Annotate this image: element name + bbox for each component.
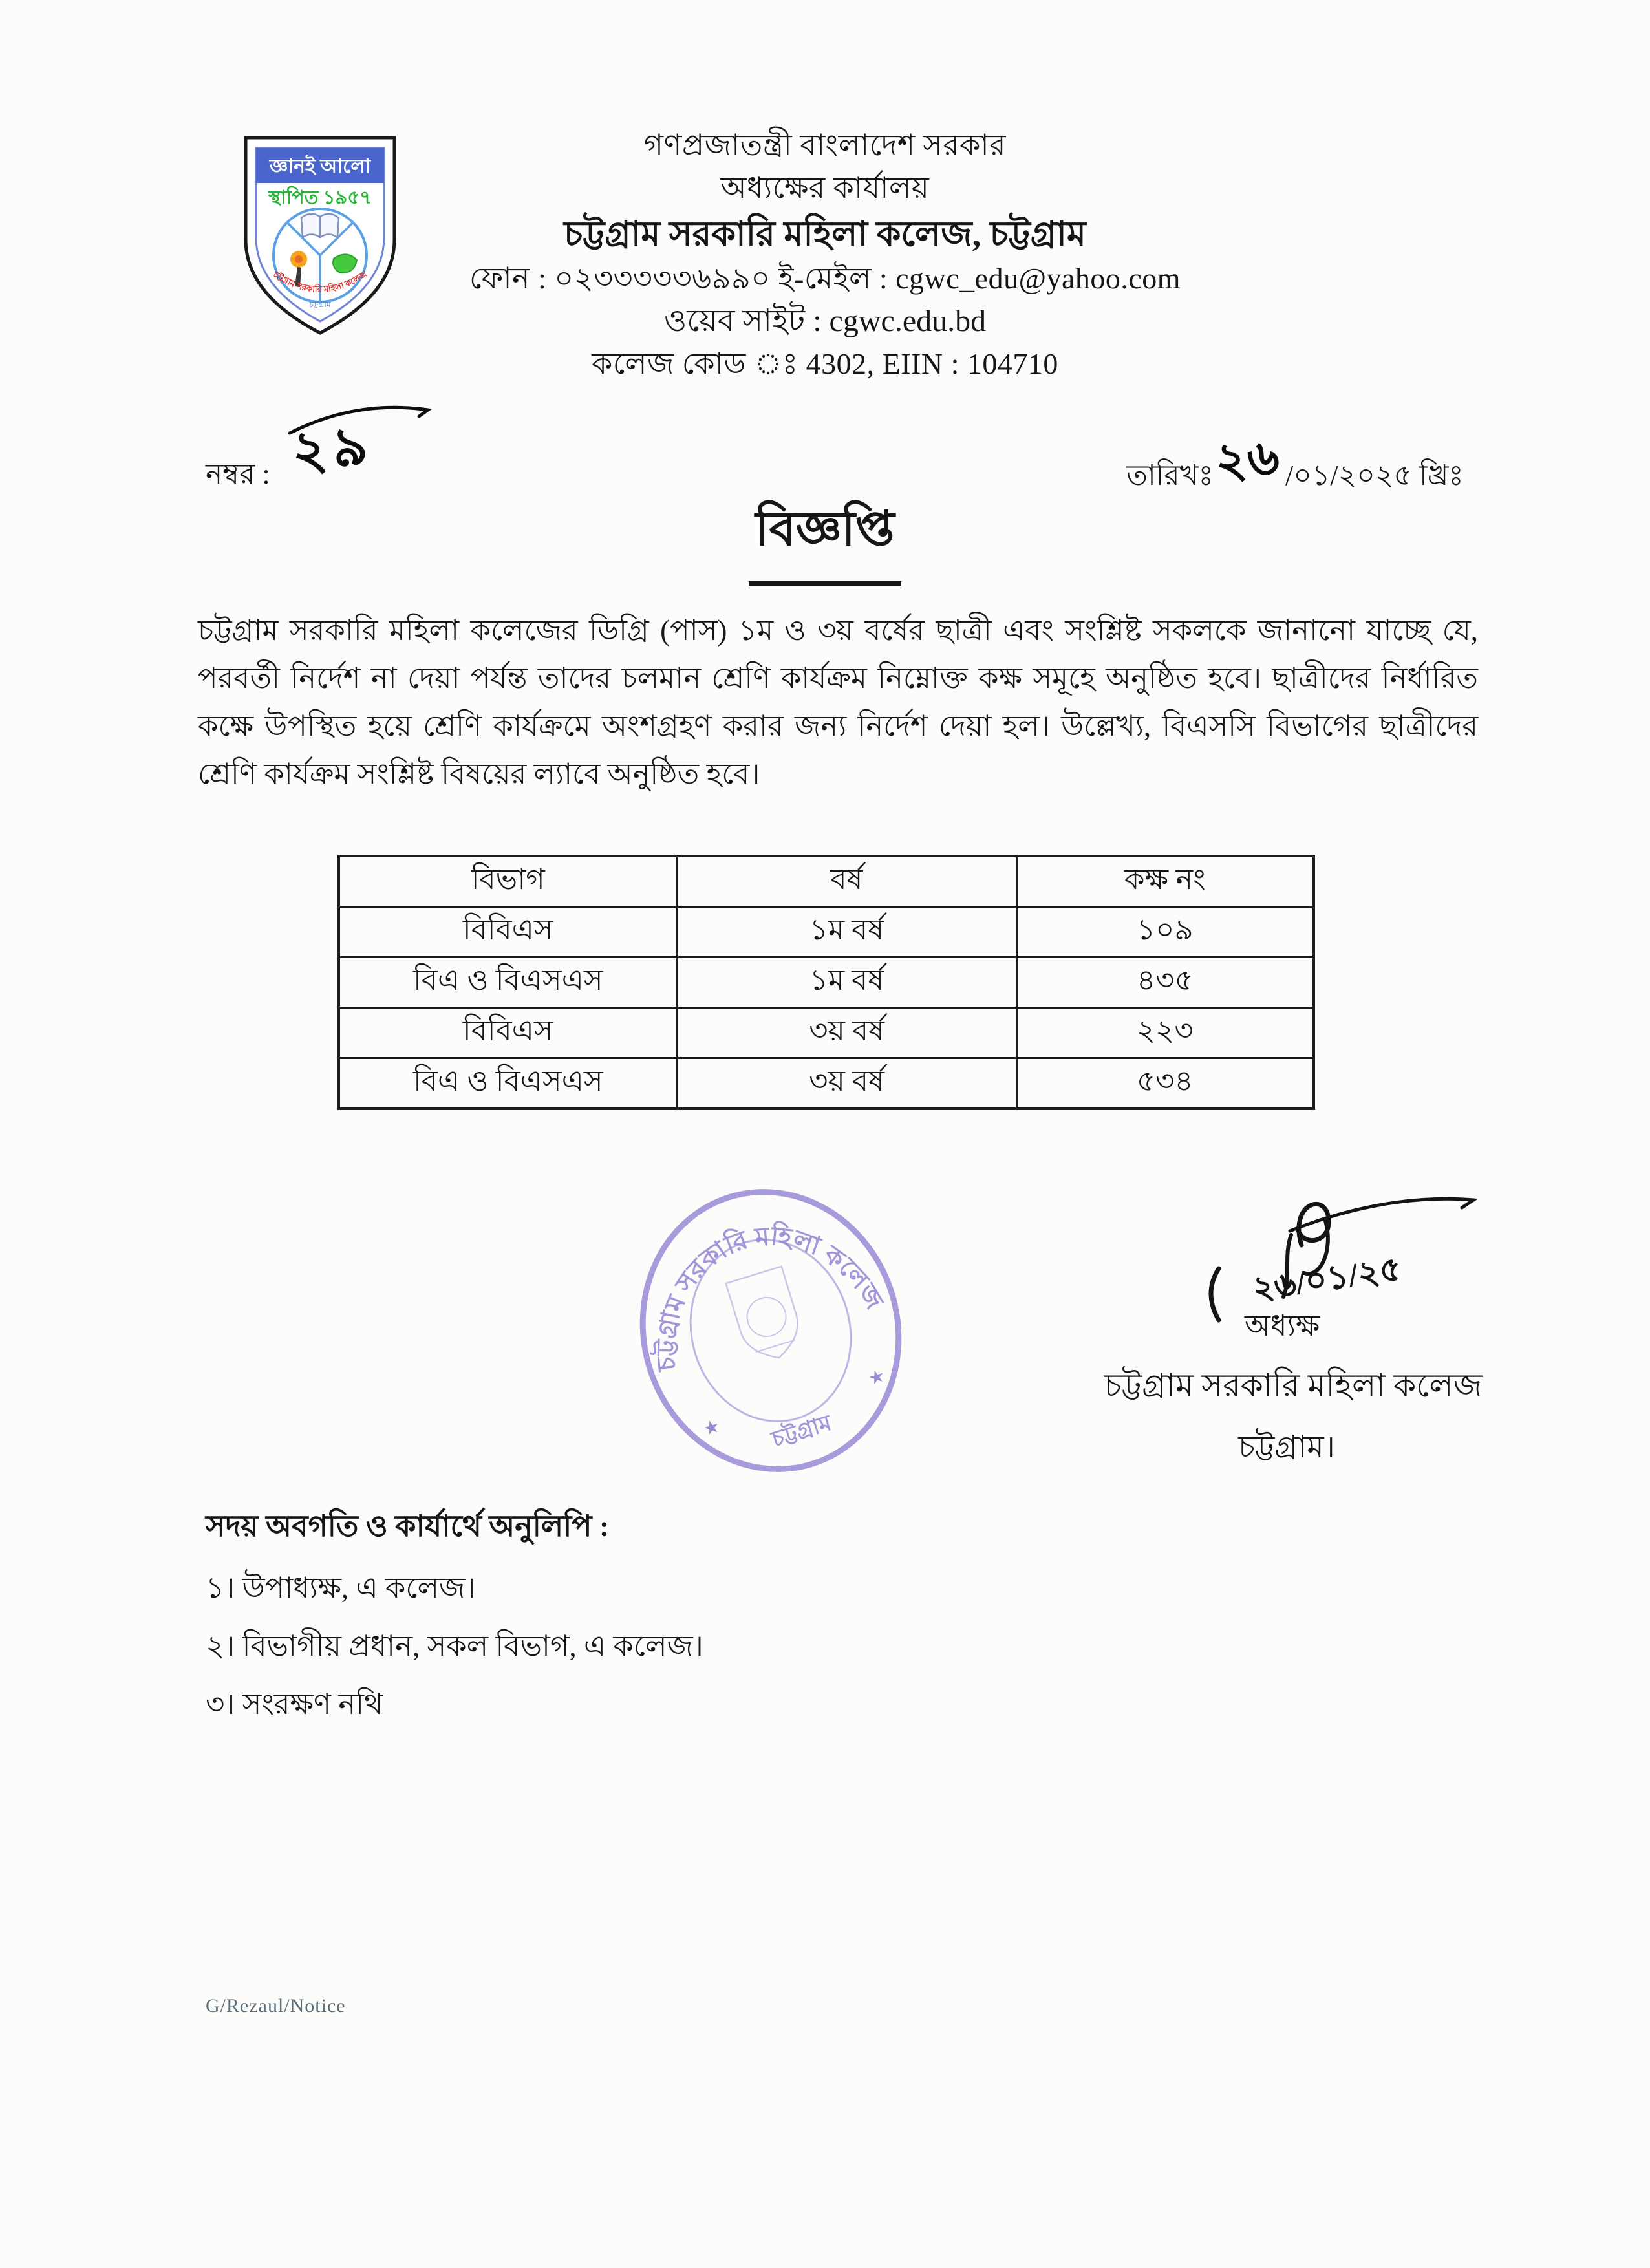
table-header-row bbox=[339, 856, 1314, 907]
signatory-designation: অধ্যক্ষ bbox=[1245, 1309, 1320, 1342]
signature-handwritten-date: ২৬/০১/২৫ bbox=[1250, 1250, 1404, 1309]
header-college-code-line: কলেজ কোড ঃ 4302, EIIN : 104710 bbox=[592, 347, 1058, 380]
logo-established-text: স্থাপিত ১৯৫৭ bbox=[268, 187, 372, 208]
stamp-bottom-text: চট্টগ্রাম bbox=[769, 1411, 835, 1452]
cell-room: ৪৩৫ bbox=[1016, 957, 1314, 1008]
table-row bbox=[339, 1008, 1314, 1058]
cc-item-3: ৩। সংরক্ষণ নথি bbox=[206, 1688, 383, 1720]
footer-reference-note: G/Rezaul/Notice bbox=[206, 1995, 346, 2017]
official-seal-stamp bbox=[637, 1182, 905, 1479]
cell-year: ৩য় বর্ষ bbox=[677, 1008, 1016, 1058]
header-college-line: চট্টগ্রাম সরকারি মহিলা কলেজ, চট্টগ্রাম bbox=[564, 215, 1086, 253]
signature-icon bbox=[1193, 1181, 1510, 1336]
cell-room: ২২৩ bbox=[1016, 1008, 1314, 1058]
cell-department: বিএ ও বিএসএস bbox=[339, 1058, 677, 1109]
signatory-place: চট্টগ্রাম। bbox=[1238, 1430, 1335, 1464]
cell-room: ১০৯ bbox=[1016, 907, 1314, 957]
col-header-year: বর্ষ bbox=[677, 856, 1016, 907]
cell-year: ১ম বর্ষ bbox=[677, 957, 1016, 1008]
signatory-organization: চট্টগ্রাম সরকারি মহিলা কলেজ bbox=[1104, 1367, 1483, 1404]
cell-room: ৫৩৪ bbox=[1016, 1058, 1314, 1109]
memo-date-rest: /০১/২০২৫ খ্রিঃ bbox=[1285, 460, 1464, 491]
logo-city-text: চট্টগ্রাম bbox=[309, 300, 331, 309]
header-office-line: অধ্যক্ষের কার্যালয় bbox=[720, 171, 930, 204]
cc-heading: সদয় অবগতি ও কার্যার্থে অনুলিপি : bbox=[206, 1510, 610, 1543]
room-allocation-table bbox=[338, 855, 1315, 1110]
col-header-room: কক্ষ নং bbox=[1016, 856, 1314, 907]
logo-motto-text: জ্ঞানই আলো bbox=[269, 156, 371, 177]
notice-title-wrap bbox=[0, 493, 1650, 586]
principal-signature bbox=[1193, 1181, 1510, 1336]
cc-item-1: ১। উপাধ্যক্ষ, এ কলেজ। bbox=[206, 1572, 476, 1604]
cell-year: ৩য় বর্ষ bbox=[677, 1058, 1016, 1109]
stamp-star-right-icon: ★ bbox=[866, 1365, 888, 1390]
header-website-line: ওয়েব সাইট : cgwc.edu.bd bbox=[663, 304, 987, 338]
table-row bbox=[339, 907, 1314, 957]
memo-date-day-handwritten: ২৬ bbox=[1213, 430, 1281, 489]
stamp-arc-text: চট্টগ্রাম সরকারি মহিলা কলেজ bbox=[651, 1221, 890, 1373]
notice-body-paragraph: চট্টগ্রাম সরকারি মহিলা কলেজের ডিগ্রি (পাস) ১ম ও ৩য় বর্ষের ছাত্রী এবং সংশ্লিষ্ট সকলকে জানানো যাচ্ছে যে, পরবর্তী নির্দেশ না দেয়া পর্যন্ত তাদের চলমান শ্রেণি কার্যক্রম নিম্নোক্ত কক্ষ সমূহে অনুষ্ঠিত হবে। ছাত্রীদের নির্ধারিত কক্ষে উপস্থিত হয়ে শ্রেণি কার্যক্রমে অংশগ্রহণ করার জন্য নির্দেশ দেয়া হল। উল্লেখ্য, বিএসসি বিভাগের ছাত্রীদের শ্রেণি কার্যক্রম সংশ্লিষ্ট বিষয়ের ল্যাবে অনুষ্ঠিত হবে। bbox=[198, 614, 1478, 790]
memo-number-handwritten: ২৯ bbox=[289, 415, 376, 483]
notice-title: বিজ্ঞপ্তি bbox=[749, 493, 901, 586]
col-header-department: বিভাগ bbox=[339, 856, 677, 907]
logo-college-name-arc: চট্টগ্রাম সরকারি মহিলা কলেজ bbox=[271, 269, 369, 295]
stamp-star-left-icon: ★ bbox=[701, 1416, 723, 1440]
cell-year: ১ম বর্ষ bbox=[677, 907, 1016, 957]
cell-department: বিএ ও বিএসএস bbox=[339, 957, 677, 1008]
cell-department: বিবিএস bbox=[339, 1008, 677, 1058]
stamp-emblem bbox=[726, 1267, 807, 1366]
handwriting-flourish bbox=[284, 396, 440, 441]
seal-stamp-icon bbox=[637, 1182, 905, 1479]
header-phone-email-line: ফোন : ০২৩৩৩৩৩৬৯৯০ ই-মেইল : cgwc_edu@yahoo.com bbox=[469, 262, 1181, 295]
cc-item-2: ২। বিভাগীয় প্রধান, সকল বিভাগ, এ কলেজ। bbox=[206, 1630, 703, 1662]
memo-number-label: নম্বর : bbox=[206, 458, 270, 490]
memo-date-label: তারিখঃ bbox=[1126, 460, 1214, 491]
cell-department: বিবিএস bbox=[339, 907, 677, 957]
header-government-line: গণপ্রজাতন্ত্রী বাংলাদেশ সরকার bbox=[643, 129, 1007, 162]
table-row bbox=[339, 1058, 1314, 1109]
table-row bbox=[339, 957, 1314, 1008]
